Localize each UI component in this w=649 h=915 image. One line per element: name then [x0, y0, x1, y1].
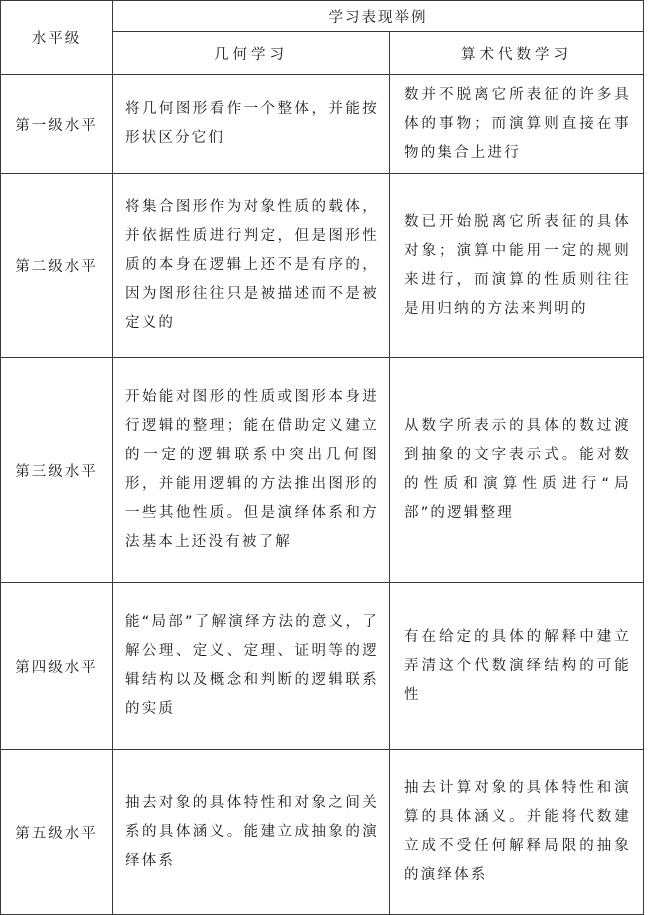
level-cell: 第二级水平 — [1, 174, 113, 358]
geometry-cell: 能“局部”了解演绎方法的意义，了解公理、定义、定理、证明等的逻辑结构以及概念和判断的逻辑联系的实质 — [113, 583, 390, 750]
table-row — [1, 750, 644, 915]
header-level: 水平级 — [1, 1, 113, 75]
level-cell: 第一级水平 — [1, 75, 113, 174]
header-algebra: 算术代数学习 — [390, 32, 644, 75]
algebra-cell: 数已开始脱离它所表征的具体对象；演算中能用一定的规则来进行，而演算的性质则往往是用归纳的方法来判明的 — [390, 174, 644, 358]
geometry-cell: 抽去对象的具体特性和对象之间关系的具体涵义。能建立成抽象的演绎体系 — [113, 750, 390, 915]
geometry-cell: 将集合图形作为对象性质的载体，并依据性质进行判定，但是图形性质的本身在逻辑上还不是有序的，因为图形往往只是被描述而不是被定义的 — [113, 174, 390, 358]
level-cell: 第四级水平 — [1, 583, 113, 750]
algebra-cell: 有在给定的具体的解释中建立弄清这个代数演绎结构的可能性 — [390, 583, 644, 750]
header-group: 学习表现举例 — [113, 1, 644, 32]
table-row — [1, 358, 644, 583]
geometry-cell: 将几何图形看作一个整体，并能按形状区分它们 — [113, 75, 390, 174]
algebra-cell: 数并不脱离它所表征的许多具体的事物；而演算则直接在事物的集合上进行 — [390, 75, 644, 174]
algebra-cell: 抽去计算对象的具体特性和演算的具体涵义。并能将代数建立成不受任何解释局限的抽象的演绎体系 — [390, 750, 644, 915]
table-row — [1, 583, 644, 750]
table-row — [1, 75, 644, 174]
table-row — [1, 174, 644, 358]
geometry-cell: 开始能对图形的性质或图形本身进行逻辑的整理；能在借助定义建立的一定的逻辑联系中突出几何图形，并能用逻辑的方法推出图形的一些其他性质。但是演绎体系和方法基本上还没有被了解 — [113, 358, 390, 583]
header-geometry: 几何学习 — [113, 32, 390, 75]
level-cell: 第三级水平 — [1, 358, 113, 583]
algebra-cell: 从数字所表示的具体的数过渡到抽象的文字表示式。能对数的性质和演算性质进行“局部”的逻辑整理 — [390, 358, 644, 583]
level-cell: 第五级水平 — [1, 750, 113, 915]
